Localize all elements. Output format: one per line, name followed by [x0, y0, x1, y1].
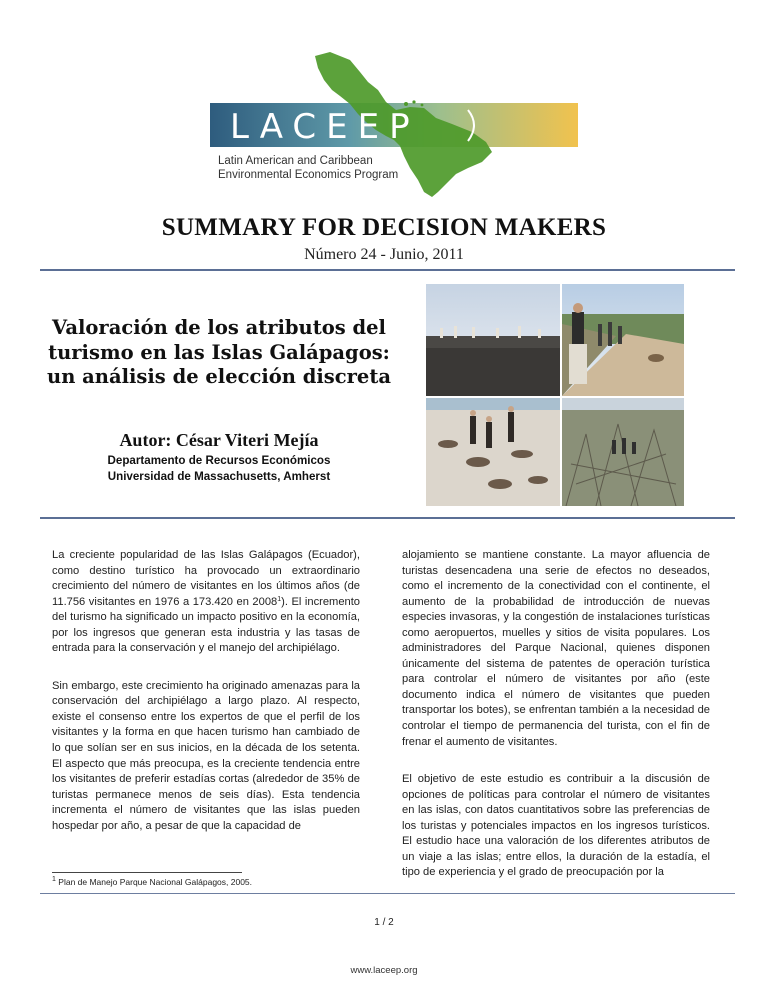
article-author: Autor: César Viteri Mejía [119, 430, 319, 450]
footnote-mark: 1 [52, 876, 56, 883]
logo-wordmark: LACEEP [230, 107, 420, 147]
footnote-divider [52, 872, 242, 873]
page-number: 1 / 2 [374, 917, 394, 928]
document-title: SUMMARY FOR DECISION MAKERS [161, 214, 607, 241]
footnote-text: Plan de Manejo Parque Nacional Galápagos, 2005. [58, 877, 253, 887]
author-affiliation [44, 453, 394, 485]
photo-collage [426, 284, 684, 506]
footer-divider [40, 893, 735, 894]
logo-subtitle [218, 154, 398, 182]
issue-number: Número 24 - Junio, 2011 [304, 246, 464, 263]
body-column-right [402, 548, 710, 903]
footnote-reference: 1 [277, 595, 282, 603]
paragraph-3: alojamiento se mantiene constante. La mayor afluencia de turistas desencadena una serie de efectos no deseados, como el incremento de la conectividad con el continente, el aumento de la probabilidad de introducción de nuevas especies invasoras, y la congestión de instalaciones turísticas como aeropuertos, muelles y sitios de visita populares. Los administradores del Parque Nacional, quienes disponen únicamente del sistema de patentes de operación turística para controlar el número de visitantes por año (este documento indica el número de visitantes que pueden transportar los botes), se enfrentan también a la necesidad de controlar el tiempo de permanencia del turista, con el fin de frenar el aumento de visitantes. [402, 549, 710, 748]
section-divider [40, 517, 735, 519]
logo-subtitle-line1: Latin American and Caribbean [218, 155, 373, 167]
photo-lava-field-tourists [426, 284, 560, 396]
photo-trail-tourists [562, 284, 684, 396]
paragraph-1-text-b: ). El incremento del turismo ha significado un impacto positivo en la economía, por los ingresos que generan esta industria y las tasas de entrada para la conservación y el manejo del archipiélago. [52, 595, 361, 655]
logo-subtitle-line2: Environmental Economics Program [218, 169, 399, 181]
website-link[interactable]: www.laceep.org [350, 965, 418, 976]
photo-beach-sea-lions [426, 398, 560, 506]
photo-dry-forest [562, 398, 684, 506]
body-column-left [52, 548, 360, 856]
galapagos-photos [426, 284, 684, 506]
paragraph-1 [52, 548, 360, 657]
header-divider [40, 269, 735, 271]
affiliation-university: Universidad de Massachusetts, Amherst [107, 470, 331, 483]
footnote [52, 877, 252, 887]
paragraph-4: El objetivo de este estudio es contribuir a la discusión de opciones de políticas para controlar el número de visitantes en las islas, con datos cuantitativos sobre las preferencias de los turistas y potenciales impactos en los ingresos turísticos. El estudio hace una valoración de los diferentes atributos de un viaje a las islas; entre ellos, la duración de la estadía, el tipo de experiencia y el grado de preocupación por la [402, 773, 710, 879]
article-title: Valoración de los atributos del turismo en las Islas Galápagos: un análisis de elección discreta [47, 316, 391, 388]
paragraph-2: Sin embargo, este crecimiento ha originado amenazas para la conservación del archipiélago a largo plazo. Al respecto, existe el consenso entre los expertos de que el perfil de los visitantes y la forma en que hacen turismo han cambiado de lo que solían ser en sus inicios, en la década de los setenta. El aspecto que más preocupa, es la creciente tendencia entre los visitantes de preferir estadías cortas (alrededor de 35% de turistas permanece menos de seis días). Esta tendencia incrementa el número de visitantes que las islas pueden hospedar por año, a pesar de que la capacidad de [52, 679, 360, 832]
affiliation-department: Departamento de Recursos Económicos [107, 454, 331, 467]
paragraph-1-text-a: La creciente popularidad de las Islas Galápagos (Ecuador), como destino turístico ha provocado un extraordinario crecimiento del número de visitantes en los últimos años (de 11.756 visitantes en 1976 a 173.420 en 2008 [52, 549, 360, 608]
